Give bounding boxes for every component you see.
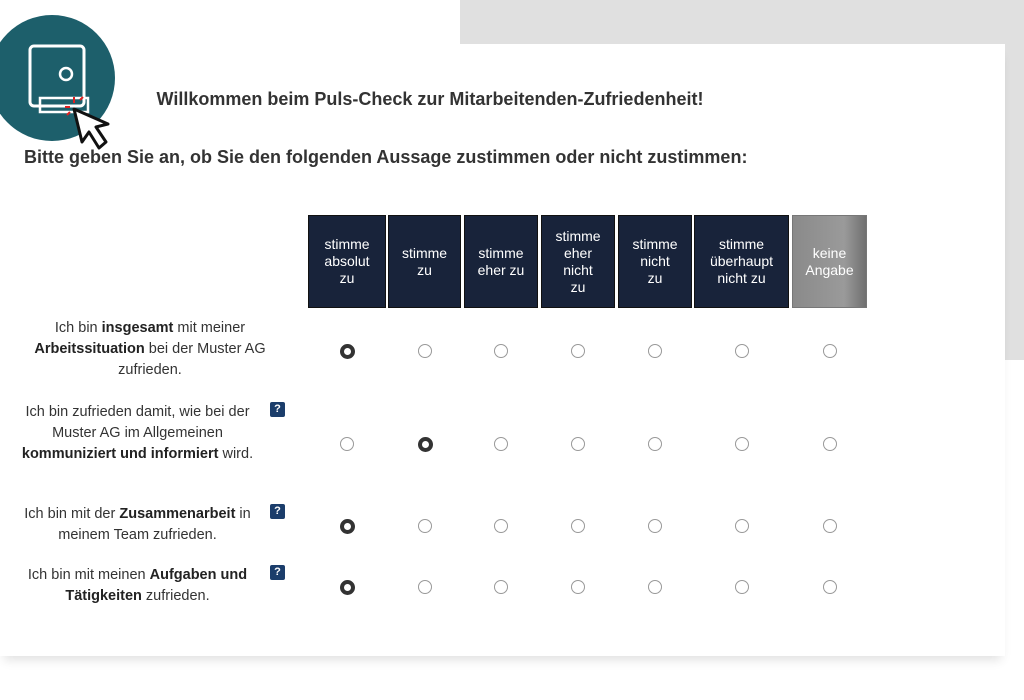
answer-radio[interactable] — [494, 580, 508, 594]
page-title: Willkommen beim Puls-Check zur Mitarbeitenden-Zufriedenheit! — [156, 89, 704, 109]
answer-radio[interactable] — [648, 344, 662, 358]
answer-radio[interactable] — [571, 580, 585, 594]
question-text-part: Ich bin zufrieden damit, wie bei der Muster AG im Allgemeinen — [25, 404, 250, 441]
answer-radio[interactable] — [823, 519, 837, 533]
answer-radio[interactable] — [648, 580, 662, 594]
answer-radio[interactable] — [494, 437, 508, 451]
question-text-part: Ich bin — [54, 320, 102, 336]
answer-radio[interactable] — [571, 437, 585, 451]
answer-radio[interactable] — [571, 344, 585, 358]
answer-radio[interactable] — [418, 344, 432, 358]
column-header: stimme überhaupt nicht zu — [694, 215, 789, 308]
column-header: stimme nicht zu — [618, 215, 692, 308]
emphasis-text: Arbeitssituation — [34, 341, 145, 357]
emphasis-text: Aufgaben und Tätigkeiten — [65, 567, 248, 604]
answer-radio[interactable] — [340, 580, 355, 595]
help-icon[interactable]: ? — [270, 402, 285, 417]
answer-radio[interactable] — [735, 437, 749, 451]
answer-radio[interactable] — [494, 344, 508, 358]
answer-radio[interactable] — [340, 519, 355, 534]
question-text-part: mit meiner — [173, 320, 246, 336]
column-header: stimme zu — [388, 215, 461, 308]
column-header: stimme absolut zu — [308, 215, 386, 308]
question-text-part: bei der Muster AG zufrieden. — [118, 341, 266, 378]
answer-radio[interactable] — [418, 519, 432, 533]
answer-radio[interactable] — [735, 344, 749, 358]
column-header: stimme eher zu — [464, 215, 538, 308]
help-icon[interactable]: ? — [270, 504, 285, 519]
column-header: stimme eher nicht zu — [541, 215, 615, 308]
emphasis-text: kommuniziert und informiert — [21, 446, 219, 462]
survey-logo-icon — [0, 0, 116, 150]
answer-radio[interactable] — [648, 437, 662, 451]
answer-radio[interactable] — [418, 437, 433, 452]
answer-radio[interactable] — [648, 519, 662, 533]
answer-radio[interactable] — [418, 580, 432, 594]
help-icon[interactable]: ? — [270, 565, 285, 580]
answer-radio[interactable] — [823, 344, 837, 358]
answer-radio[interactable] — [735, 519, 749, 533]
emphasis-text: Zusammenarbeit — [119, 506, 236, 522]
question-text-part: in meinem Team zufrieden. — [58, 506, 251, 543]
question-text-part: wird. — [218, 446, 254, 462]
question-text — [10, 504, 265, 546]
answer-radio[interactable] — [494, 519, 508, 533]
question-text — [10, 318, 290, 381]
question-text — [10, 402, 265, 465]
question-text-part: zufrieden. — [141, 588, 210, 604]
question-text-part: Ich bin mit der — [24, 506, 120, 522]
answer-radio[interactable] — [823, 580, 837, 594]
background-panel — [1005, 0, 1024, 360]
question-text — [10, 565, 265, 607]
instruction-text: Bitte geben Sie an, ob Sie den folgenden Aussage zustimmen oder nicht zustimmen: — [24, 147, 748, 167]
question-text-part: Ich bin mit meinen — [27, 567, 150, 583]
answer-radio[interactable] — [571, 519, 585, 533]
answer-radio[interactable] — [340, 344, 355, 359]
column-header: keine Angabe — [792, 215, 867, 308]
emphasis-text: insgesamt — [101, 320, 174, 336]
background-panel — [460, 0, 1024, 44]
answer-radio[interactable] — [735, 580, 749, 594]
answer-radio[interactable] — [340, 437, 354, 451]
answer-radio[interactable] — [823, 437, 837, 451]
